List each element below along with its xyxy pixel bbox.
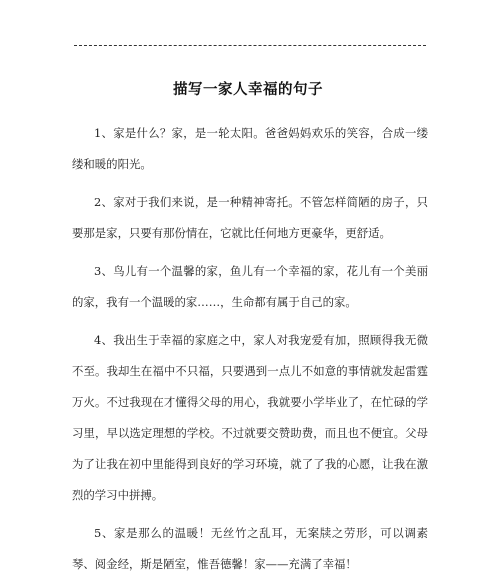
document-body [72, 118, 428, 587]
paragraph-4: 4、我出生于幸福的家庭之中，家人对我宠爱有加，照顾得我无微不至。我却生在福中不只福，只要遇到一点儿不如意的事情就发起雷霆万火。不过我现在才懂得父母的用心，我就要小学毕业了，在忙碌的学习里，早以选定理想的学校。不过就要交赞助费，而且也不便宜。父母为了让我在初中里能得到良好的学习环境，就了了我的心愿，让我在激烈的学习中拼搏。 [72, 333, 428, 502]
paragraph-3: 3、鸟儿有一个温馨的家，鱼儿有一个幸福的家，花儿有一个美丽的家，我有一个温暖的家……，生命都有属于自己的家。 [72, 264, 428, 309]
header-dashed-divider [74, 45, 426, 46]
paragraph-1: 1、家是什么？家，是一轮太阳。爸爸妈妈欢乐的笑容，合成一缕缕和暖的阳光。 [72, 126, 428, 171]
paragraph-2: 2、家对于我们来说，是一种精神寄托。不管怎样简陋的房子，只要那是家，只要有那份情在，它就比任何地方更豪华，更舒适。 [72, 195, 428, 240]
document-title: 描写一家人幸福的句子 [173, 82, 323, 98]
paragraph-5: 5、家是那么的温暖！无丝竹之乱耳，无案牍之劳形，可以调素琴、阅金经，斯是陋室，惟吾德馨！家——充满了幸福！ [72, 526, 428, 571]
